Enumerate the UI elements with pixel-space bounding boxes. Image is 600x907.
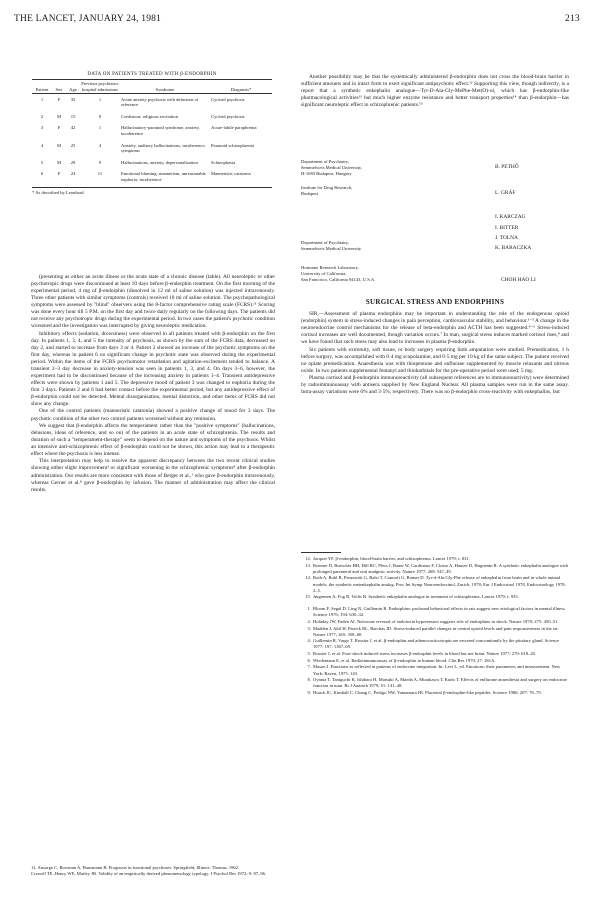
cell-sex: M: [56, 159, 62, 165]
reference-item: [301, 690, 569, 696]
cell-diagnosis: Manneristic catatonia: [211, 171, 251, 177]
reference-text: Guillemin R, Vargo T, Rossier J, et al. β-endorphin and adrenocorticotropin are secreted concomitantly by the pituitary gland. Science 1977; 197: 1367–69.: [313, 638, 560, 650]
cell-patient: 3: [40, 125, 44, 131]
reference-text: Jacquet YF. β-endorphin, blood-brain barrier, and schizophrenia. Lancet 1979; i: 831.: [313, 556, 470, 561]
table-row: [32, 111, 272, 123]
author-bitter: I. BITTER: [495, 225, 519, 231]
cell-age: 42: [70, 125, 76, 131]
cell-syndrome: Hallucinatory-paranoid syndrome, anxiety, incoherence: [121, 125, 200, 137]
cell-age: 35: [70, 96, 76, 102]
cell-admissions: 9: [98, 159, 102, 165]
reference-text: Roth A, Ruhl B, Peruzzotti G, Balsi T, Crantoft G, Romer D. Tyr-d-Ala-Gly-Phe release of enkephalin from brain and in whole animal models; the synthetic metenkephalin analog. Proc Int Symp Neuroendocrinol, Zurich, 1978; Eur J Endocrinol 1978, Endocrinology 1978: 2–5.: [313, 575, 566, 593]
cell-admissions: 0: [98, 113, 102, 119]
cell-syndrome: Confusion: religious excitation: [121, 113, 178, 119]
body-paragraph: We suggest that β-endorphin affects the temperament rather than the "positive symptoms" (hallucinations, delusions, ideas of reference, and so on) of the patients in an acute state of schizophrenia. The results and duration of such a "temperament-therapy" seem to depend on the nature and symptoms of the psychosis. Whilst an intensive anti-schizophrenic effect of β-endorphin could not be shown, this action may lead to a therapeutic effect where the psychosis is less intense.: [31, 422, 275, 458]
cell-age: 25: [70, 142, 76, 148]
author-tolna: J. TOLNA: [495, 235, 518, 241]
cell-age: 24: [70, 171, 76, 177]
cell-age: 15: [70, 113, 76, 119]
reference-item: [301, 626, 569, 638]
affiliation-drug-research: Institute for Drug Research, Budapest: [301, 185, 353, 196]
author-graf: L. GRÁF: [495, 190, 516, 196]
author-karczag: I. KARCZAG: [495, 214, 526, 220]
reference-number: 2.: [307, 618, 311, 624]
reference-text: Rossier J, et al. Foot-shock induced stress increases β-endorphin levels in blood but not brain. Nature 1977; 270: 618–20.: [313, 651, 537, 657]
reference-number: 8.: [307, 677, 311, 683]
article-paragraph: Plasma cortisol and β-endorphin immunoreactivity (all subsequent references are to immunoreactivity) were determined by radioimmunoassay with antisera supplied by New England Nuclear. All plasma samples were run in the same assay. Intra-assay variations were 6% and 3·5%, respectively. There was no β-endorphin cross-reactivity with enkephalins, but: [301, 375, 569, 396]
col-syndrome: Syndrome: [120, 80, 210, 94]
cell-diagnosis: Paranoid schizophrenia: [211, 142, 254, 148]
body-paragraph: One of the control patients (manneristic catatonia) showed a positive change of mood for 3 days. The psychotic condition of the other two control patients worsened without any remission.: [31, 408, 275, 422]
reference-text: Houck JC, Kimball C, Chang C, Pedigo NW, Yamamura HI. Placental β-endorphin-like peptides. Science 1980; 207: 78–79.: [313, 690, 542, 695]
reference-item: [301, 556, 569, 562]
author-li: CHOH HAO LI: [501, 277, 536, 283]
reference-item: [301, 658, 569, 664]
cell-syndrome: Anxiety, auditory hallucinations, incoherence, symptoms: [121, 142, 206, 154]
reference-number: 15.: [305, 594, 311, 600]
reference-number: 9.: [307, 690, 311, 695]
cell-admissions: 11: [97, 171, 103, 177]
cell-sex: F: [57, 125, 61, 131]
reference-number: 13.: [305, 562, 311, 568]
cell-syndrome: Acute anxiety psychosis with delusions of reference: [121, 96, 199, 108]
table-row: [32, 140, 272, 157]
patient-table: [32, 72, 272, 196]
body-paragraph: This interpretation may help to resolve the apparent discrepancy between the two recent clinical studies showing either slight improvement¹ or significant worsening in the schizophrenic symptoms⁸ after β-endorphin administration. Our results are more consistent with those of Berger et al.,¹ who gave β-endorphin intravenously, whereas Gerner et al.⁸ gave β-endorphin by infusion. The manner of administration may affect the clinical results.: [31, 458, 275, 493]
cell-admissions: 4: [98, 142, 102, 148]
cell-admissions: 1: [98, 125, 102, 131]
table-row: [32, 94, 272, 112]
article-paragraph: SIR,—Assessment of plasma endorphins may be important in understanding the role of the endogenous opioid (endorphin) system in stress-induced changes in pain perception, cardiovascular stability, and behaviour.¹⁻³ A change in the neuroendocrine control mechanisms for the release of beta-endorphin and ACTH has been suggested.⁴⁻⁶ Stress-induced cortisol increases are well documented, though variation occurs.⁷ In man, surgical stress induces marked cortisol rises,⁸ and we have found that such stress may also lead to increases in plasma β-endorphin.: [301, 311, 569, 346]
running-header: THE LANCET, JANUARY 24, 1981: [14, 14, 162, 24]
cell-diagnosis: Schizophasia: [211, 159, 236, 165]
right-references: [301, 552, 569, 697]
right-column-body: [301, 74, 569, 110]
affiliation-ucsf: Hormone Research Laboratory, University of California, San Francisco, California 94143, U.S.A.: [301, 265, 376, 282]
left-footnotes: [31, 865, 275, 877]
table-row: [32, 157, 272, 169]
reference-text: Roemer D, Buescher HH, Hill RC, Pless J, Bauer W, Cardinaux F, Closse A, Hauser D, Huguenin R. A synthetic enkephalin analogue with prolonged parenteral and oral analgesic activity. Nature 1977; 268: 547–49.: [313, 562, 568, 574]
cell-admissions: 1: [98, 96, 102, 102]
footnote-item: Crowell TE, Henry WE, Marley JB. Validity of an empirically derived phenomenology typology. J Psychol Res 1972; 9: 87–96.: [31, 871, 267, 877]
article-body: [301, 311, 569, 396]
table-title: DATA ON PATIENTS TREATED WITH β-ENDORPHIN: [87, 72, 217, 77]
col-age: Age: [66, 80, 80, 94]
reference-text: Jørgensen A, Fog R, Veilis B. Synthetic enkephalin analogue in treatment of schizophrenia. Lancet 1979; i: 935.: [313, 594, 519, 600]
reference-item: [301, 619, 569, 625]
reference-number: 6.: [307, 657, 311, 663]
table-footnote: * As described by Leonhard.: [32, 190, 85, 196]
cell-sex: F: [57, 96, 61, 102]
cell-syndrome: Emotional blunting, mannerism, unreasonable euphoria, incoherence: [121, 171, 206, 183]
cell-diagnosis: Cycloid psychosis: [211, 96, 245, 102]
cell-patient: 1: [40, 96, 44, 102]
cell-sex: M: [56, 142, 62, 148]
author-petho: B. PETHŐ: [495, 164, 519, 170]
cell-diagnosis: Acute-labile paraphrenia: [211, 125, 257, 131]
reference-number: 14.: [305, 575, 311, 581]
cell-sex: M: [56, 113, 62, 119]
reference-number: 7.: [307, 664, 311, 670]
reference-text: Madden J, Akil H, Patrick RL, Barchas JD. Stress-induced parallel changes in central opioid levels and pain responsiveness in the rat. Nature 1977; 265: 358–60.: [313, 625, 559, 637]
cell-patient: 2: [40, 113, 44, 119]
cell-patient: 5: [40, 159, 44, 165]
reference-text: Oyama T, Taniguchi K, Ishihara H, Matsuki A, Maeda A, Murakawa T, Kudo T. Effects of enflurane anaesthesia and surgery on endocrine function in man. Br J Anaesth 1979; 51: 141–48.: [313, 677, 567, 689]
page-number: 213: [565, 14, 580, 24]
reference-item: [301, 606, 569, 618]
reference-item: [301, 575, 569, 593]
author-baraczka: K. BARACZKA: [495, 245, 532, 251]
body-paragraph: (presenting as either an acute illness or the acute state of a chronic disease (table). All neuroleptic or other psychotropic drugs were discontinued at least 10 days before β-endorphin treatment. On the first morning of the experimental period, 4 mg of β-endorphin (dissolved in 12 ml of saline solution) was injected intravenously. Three other patients with similar symptoms (controls) received 10 ml of saline solution. The psychopathological symptoms were assessed by "blind" observers using the 8-factor comprehensive rating scale (FCRS).¹¹ Scoring was done every hour till 5 P.M. on the first day and twice daily regularly on the following days. The patients did not receive any psychotropic drugs during the experimental period. In two cases the patient's psychotic condition worsened and the investigation was interrupted by giving neuroleptic medication.: [31, 274, 275, 330]
reference-item: [301, 664, 569, 676]
reference-item: [301, 677, 569, 689]
cell-patient: 6: [40, 171, 44, 177]
body-paragraph: Inhibitory effects (sedation, drowsiness) were observed in all patients treated with β-endorphin on the first day. In patients 1, 3, 4, and 5 the intensity of psychosis, as shown by the sum of the FCRS data, decreased on day 2, and started to increase from days 3 or 4. Patient 2 showed an increase of the psychotic symptoms on the first day, whereas in patient 6 no significant change in psychotic state was observed during the experimental period. Within the items of the FCRS psychomotor retardation and agitation-excitement tended to balance. A transient 2–3 day decrease in anxiety-tension was seen in patients 1, 3, and 4. On days 3–6, however, the experiment had to be discontinued because of the increasing anxiety in patients 1–4. Transient antidepressive effects were shown by patients 1 and 5. The depressive mood of patient 3 was changed to euphoria during the first 3 days. Patients 2 and 6 had better contact before the experimental period, but any antidepressive effect of β-endorphin could not be detected. Mental disorganisation, mental distortion, and other items of FCRS did not show any change.: [31, 330, 275, 408]
left-column-body: [31, 274, 275, 494]
reference-number: 5.: [307, 651, 311, 657]
reference-item: [301, 563, 569, 575]
reference-item: [301, 594, 569, 600]
reference-number: 12.: [305, 556, 311, 561]
cell-diagnosis: Cycloid psychosis: [211, 113, 245, 119]
reference-item: [301, 651, 569, 657]
article-paragraph: Six patients with extremity, soft tissue, or body surgery requiring limb amputation were studied. Premedication, 1 h before surgery, was accomplished with 0·4 mg scopolamine, and 0·5 mg per 10 kg of the same subject. The patient received no opiate premedication. Anaesthesia was with thiopentone and enflurane supplemented by muscle relaxants and nitrous oxide. In two patients supplemental fentanyl and thiobarbitals for the pre-operative period were used; 5 mg.: [301, 346, 569, 374]
cell-syndrome: Hallucinations, anxiety, depersonalisation: [121, 159, 198, 165]
reference-text: Mason J. Emotions as reflected in patterns of endocrine integration. In: Levi L, ed. Emotions: their parameters and measurement. New York: Raven, 1975: 143.: [313, 664, 561, 676]
table-row: [32, 169, 272, 186]
reference-item: [301, 638, 569, 650]
cell-age: 29: [70, 159, 76, 165]
cell-sex: F: [57, 171, 61, 177]
col-patient: Patient: [32, 80, 52, 94]
body-paragraph: Another possibility may be that the systemically administered β-endorphin does not cross the blood-brain barrier in sufficient amounts and in intact form to exert significant antipsychotic effect.¹² Supporting this view, though indirectly, is a report that a synthetic enkephalin analogue—Tyr-D-Ala-Gly-MePhe-Met(O)-ol, which has β-endorphin-like pharmacological activities¹³ but much higher enzyme resistance and better transport properties¹⁴ than β-endorphin—has significant neuroleptic effect in schizophrenic patients.¹⁵: [301, 74, 569, 109]
reference-text: Holaday JW, Faden AI. Naloxone reversal of endotoxin hypotension suggests role of endorphins in shock. Nature 1978; 275: 450–51.: [313, 618, 559, 624]
reference-number: 4.: [307, 638, 311, 644]
reference-number: 3.: [307, 625, 311, 631]
col-sex: Sex: [52, 80, 66, 94]
col-diagnosis: Diagnosis*: [210, 80, 272, 94]
table-row: [32, 123, 272, 140]
reference-text: Wiedemann E, et al. Radioimmunoassay of β-endorphin in human blood. Clin Res 1979; 27: 261A.: [313, 657, 496, 663]
col-admissions: Previous psychiatric hospital admissions: [80, 80, 120, 94]
reference-text: Bloom F, Segal D, Ling N, Guillemin R. Endorphins: profound behavioral effects in rats suggest new etiological factors in mental illness. Science 1976; 194: 630–32.: [313, 606, 566, 618]
affiliation-psychiatry: Department of Psychiatry, Semmelweis Medical University, H-1083 Budapest, Hungary: [301, 159, 363, 176]
reference-number: 1.: [307, 606, 311, 612]
cell-patient: 4: [40, 142, 44, 148]
footnote-item: 11. Ansorge C, Bowman A, Hausmann B. Prognosis in functional psychoses. Springfield, Illinois: Thomas, 1962.: [31, 865, 240, 870]
article-title: SURGICAL STRESS AND ENDORPHINS: [365, 298, 505, 306]
affiliation-semmelweis: Department of Psychiatry, Semmelweis Medical University: [301, 240, 362, 251]
signature-block: [301, 159, 569, 291]
